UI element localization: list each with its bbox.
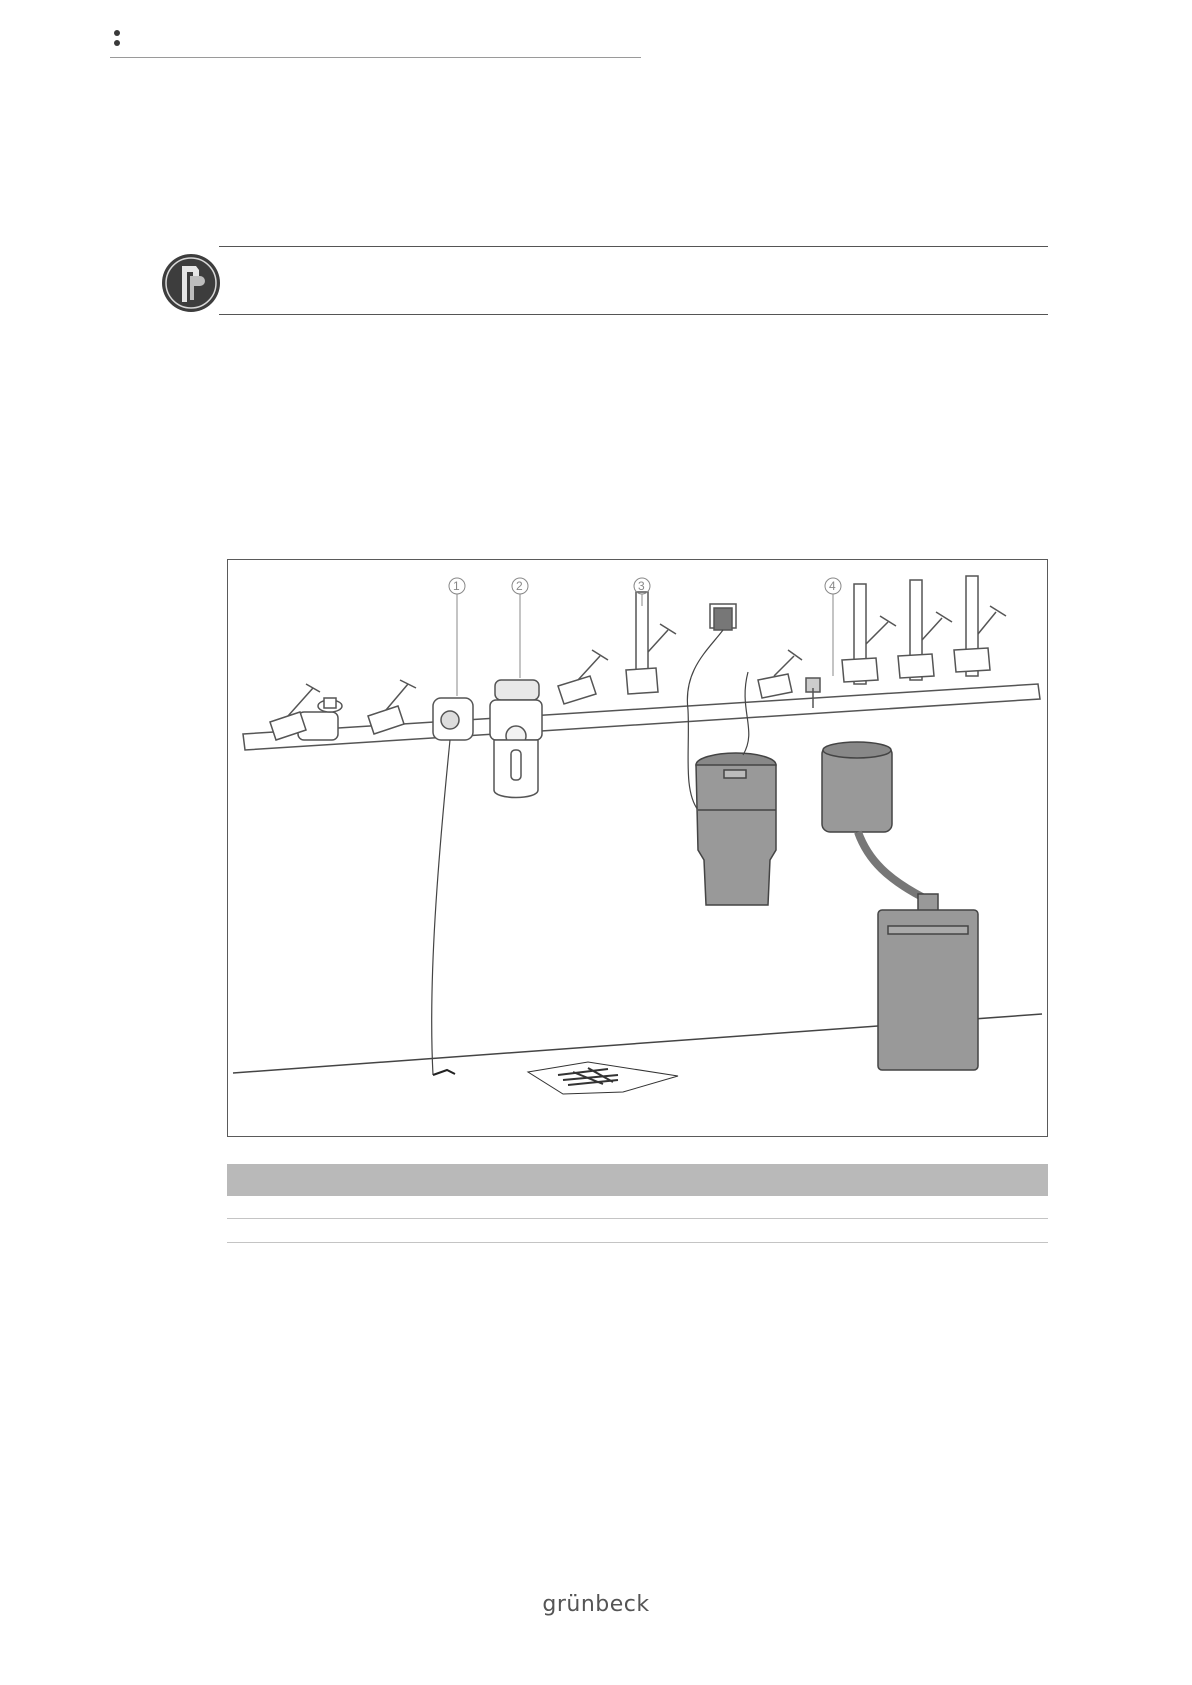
header-marker-icon [114, 30, 122, 50]
water-meter-icon [298, 698, 342, 740]
leak-protection-device-icon [432, 698, 473, 1075]
note-bottom-rule [219, 314, 1048, 315]
wrench-plumber-icon [160, 252, 222, 314]
main-pipe [243, 684, 1040, 750]
filter-icon [490, 680, 542, 798]
callout-3: 3 [638, 579, 645, 593]
legend-header-bar [227, 1164, 1048, 1196]
legend-row-rule [227, 1242, 1048, 1243]
callout-2: 2 [516, 579, 523, 593]
riser-valve-icon [558, 592, 676, 704]
brand-logo: grünbeck [542, 1592, 650, 1617]
header-rule [110, 57, 641, 58]
callout-1: 1 [453, 579, 460, 593]
callout-4: 4 [829, 579, 836, 593]
floor-drain-icon [528, 1062, 678, 1094]
legend-row-rule [227, 1218, 1048, 1219]
dosing-unit-icon [822, 742, 978, 1070]
installation-figure [227, 559, 1048, 1137]
note-top-rule [219, 246, 1048, 247]
